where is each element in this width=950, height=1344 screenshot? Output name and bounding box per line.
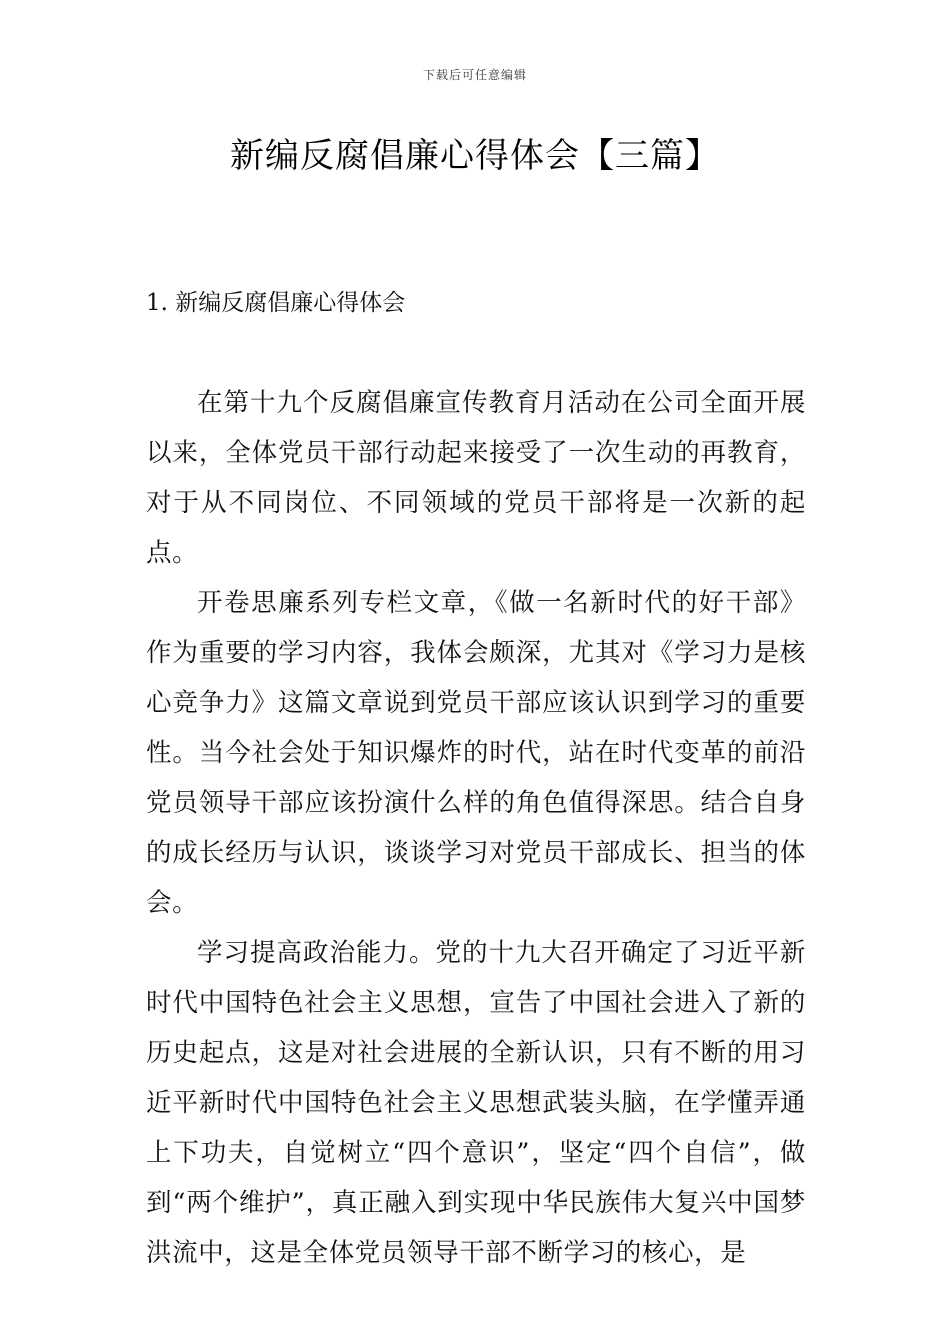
body-text xyxy=(146,378,806,1278)
paragraph: 学习提高政治能力。党的十九大召开确定了习近平新时代中国特色社会主义思想，宣告了中国社会进入了新的历史起点，这是对社会进展的全新认识，只有不断的用习近平新时代中国特色社会主义思想武装头脑，在学懂弄通上下功夫，自觉树立“四个意识”，坚定“四个自信”，做到“两个维护”，真正融入到实现中华民族伟大复兴中国梦洪流中，这是全体党员领导干部不断学习的核心，是 xyxy=(146,938,806,1268)
paragraph: 开卷思廉系列专栏文章，《做一名新时代的好干部》作为重要的学习内容，我体会颇深，尤其对《学习力是核心竞争力》这篇文章说到党员干部应该认识到学习的重要性。当今社会处于知识爆炸的时代，站在时代变革的前沿党员领导干部应该扮演什么样的角色值得深思。结合自身的成长经历与认识，谈谈学习对党员干部成长、担当的体会。 xyxy=(146,588,806,918)
document-title: 新编反腐倡廉心得体会【三篇】 xyxy=(230,136,720,176)
header-note: 下载后可任意编辑 xyxy=(422,68,527,82)
section-heading: 1. 新编反腐倡廉心得体会 xyxy=(146,290,406,316)
paragraph: 在第十九个反腐倡廉宣传教育月活动在公司全面开展以来，全体党员干部行动起来接受了一次生动的再教育，对于从不同岗位、不同领域的党员干部将是一次新的起点。 xyxy=(146,388,806,568)
